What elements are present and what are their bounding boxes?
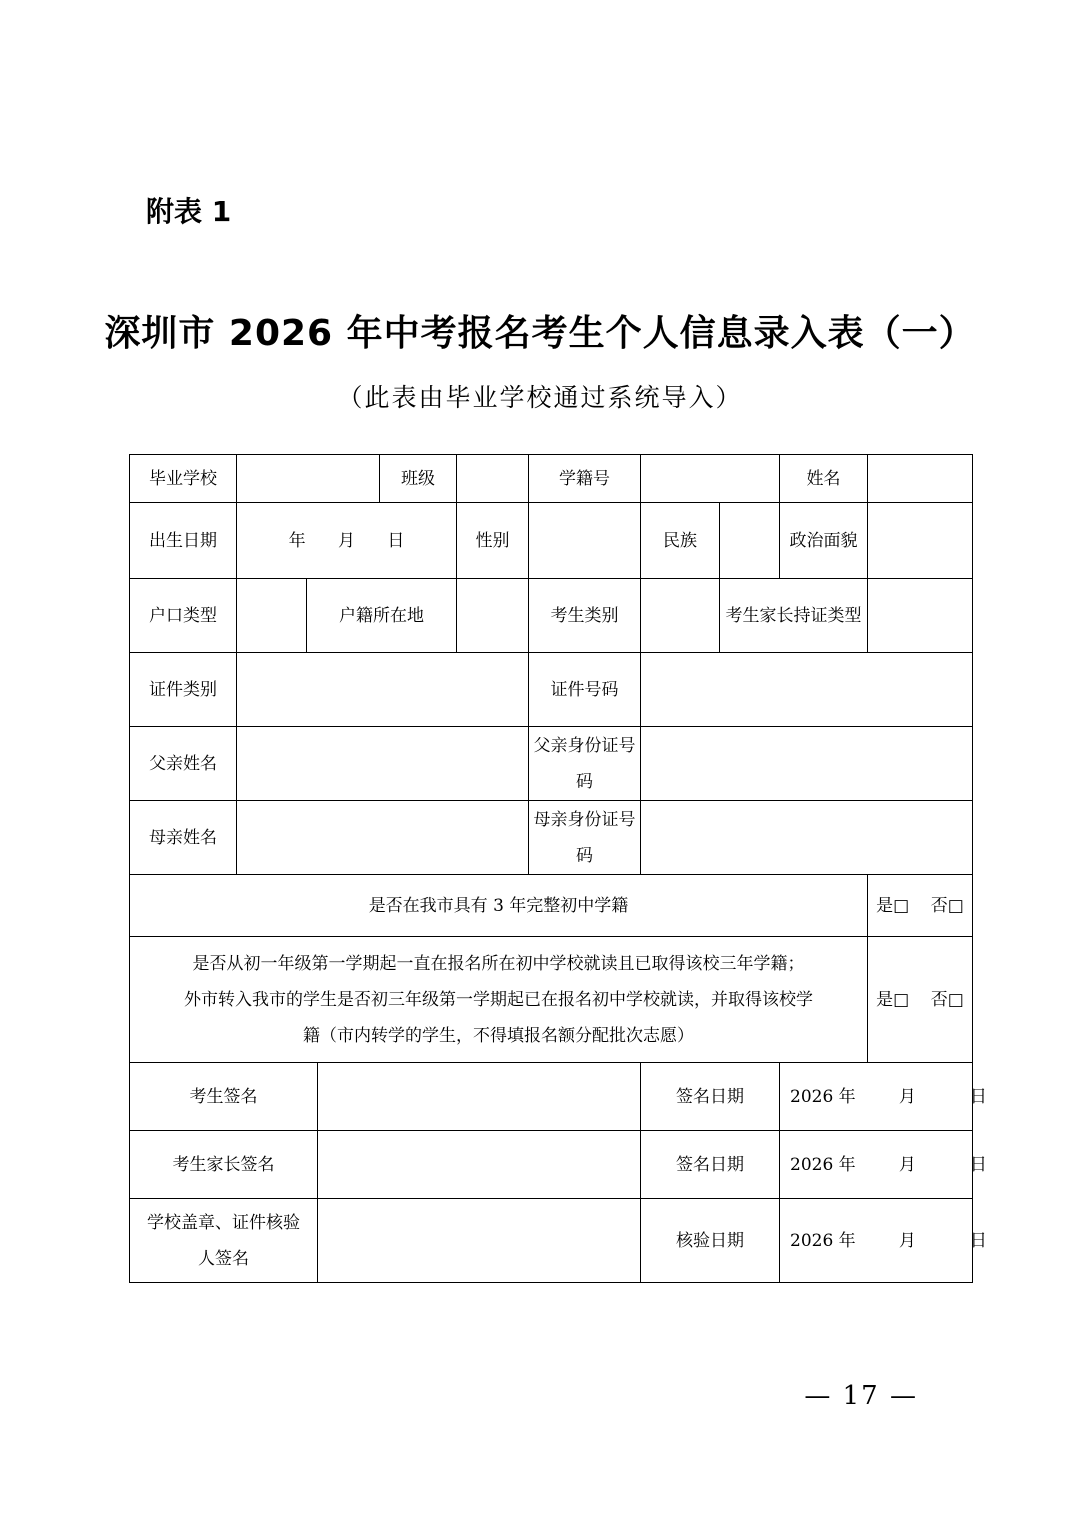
label-sign-date-1: 签名日期 [641, 1063, 780, 1131]
row-parent-sign [130, 1131, 973, 1199]
row-id [130, 653, 973, 727]
label-father-id: 父亲身份证号码 [529, 727, 641, 801]
row-school [130, 455, 973, 503]
field-id-type[interactable] [237, 653, 529, 727]
label-political-status: 政治面貌 [780, 503, 868, 579]
label-id-number: 证件号码 [529, 653, 641, 727]
row-question-2 [130, 937, 973, 1063]
label-candidate-type: 考生类别 [529, 579, 641, 653]
field-parent-sign[interactable] [318, 1131, 641, 1199]
row-question-1 [130, 875, 973, 937]
page-subtitle: （此表由毕业学校通过系统导入） [337, 383, 743, 412]
label-school-sign: 学校盖章、证件核验人签名 [130, 1199, 318, 1283]
row-student-sign [130, 1063, 973, 1131]
label-verify-date: 核验日期 [641, 1199, 780, 1283]
label-father-name: 父亲姓名 [130, 727, 237, 801]
field-name[interactable] [868, 455, 973, 503]
row-mother [130, 801, 973, 875]
field-gender[interactable] [529, 503, 641, 579]
label-hukou-type: 户口类型 [130, 579, 237, 653]
label-sign-date-2: 签名日期 [641, 1131, 780, 1199]
info-form-table [129, 454, 987, 1283]
field-parent-cert-type[interactable] [868, 579, 973, 653]
field-father-id[interactable] [641, 727, 973, 801]
field-father-name[interactable] [237, 727, 529, 801]
question-2-line-3: 籍（市内转学的学生，不得填报名额分配批次志愿） [303, 1025, 694, 1046]
label-mother-name: 母亲姓名 [130, 801, 237, 875]
field-hukou-location[interactable] [457, 579, 529, 653]
label-mother-id: 母亲身份证号码 [529, 801, 641, 875]
field-ethnicity[interactable] [720, 503, 780, 579]
label-id-type: 证件类别 [130, 653, 237, 727]
field-sign-date-1[interactable]: 2026 年 月 日 [780, 1063, 973, 1131]
field-school-sign[interactable] [318, 1199, 641, 1283]
field-id-number[interactable] [641, 653, 973, 727]
row-school-sign [130, 1199, 973, 1283]
field-political-status[interactable] [868, 503, 973, 579]
row-hukou [130, 579, 973, 653]
label-ethnicity: 民族 [641, 503, 720, 579]
label-hukou-location: 户籍所在地 [307, 579, 457, 653]
field-mother-name[interactable] [237, 801, 529, 875]
field-mother-id[interactable] [641, 801, 973, 875]
field-class[interactable] [457, 455, 529, 503]
label-parent-sign: 考生家长签名 [130, 1131, 318, 1199]
label-class: 班级 [380, 455, 457, 503]
label-gender: 性别 [457, 503, 529, 579]
question-full-enrollment: 是否在我市具有 3 年完整初中学籍 [130, 875, 868, 937]
page-number: — 17 — [804, 1381, 918, 1411]
page-title: 深圳市 2026 年中考报名考生个人信息录入表（一） [104, 313, 976, 354]
label-name: 姓名 [780, 455, 868, 503]
question-continuous-enrollment [130, 937, 868, 1063]
field-student-sign[interactable] [318, 1063, 641, 1131]
field-birth-date[interactable]: 年 月 日 [237, 503, 457, 579]
yes-no-checkbox-2[interactable]: 是□ 否□ [868, 937, 973, 1063]
label-birth-date: 出生日期 [130, 503, 237, 579]
label-student-sign: 考生签名 [130, 1063, 318, 1131]
row-father [130, 727, 973, 801]
yes-no-checkbox-1[interactable]: 是□ 否□ [868, 875, 973, 937]
label-parent-cert-type: 考生家长持证类型 [720, 579, 868, 653]
appendix-label: 附表 1 [146, 195, 232, 228]
field-student-id[interactable] [641, 455, 780, 503]
row-birth [130, 503, 973, 579]
label-school: 毕业学校 [130, 455, 237, 503]
field-candidate-type[interactable] [641, 579, 720, 653]
field-verify-date[interactable]: 2026 年 月 日 [780, 1199, 973, 1283]
field-sign-date-2[interactable]: 2026 年 月 日 [780, 1131, 973, 1199]
field-school[interactable] [237, 455, 380, 503]
field-hukou-type[interactable] [237, 579, 307, 653]
label-student-id: 学籍号 [529, 455, 641, 503]
question-2-line-1: 是否从初一年级第一学期起一直在报名所在初中学校就读且已取得该校三年学籍； [192, 953, 805, 974]
question-2-line-2: 外市转入我市的学生是否初三年级第一学期起已在报名初中学校就读，并取得该校学 [184, 989, 813, 1010]
